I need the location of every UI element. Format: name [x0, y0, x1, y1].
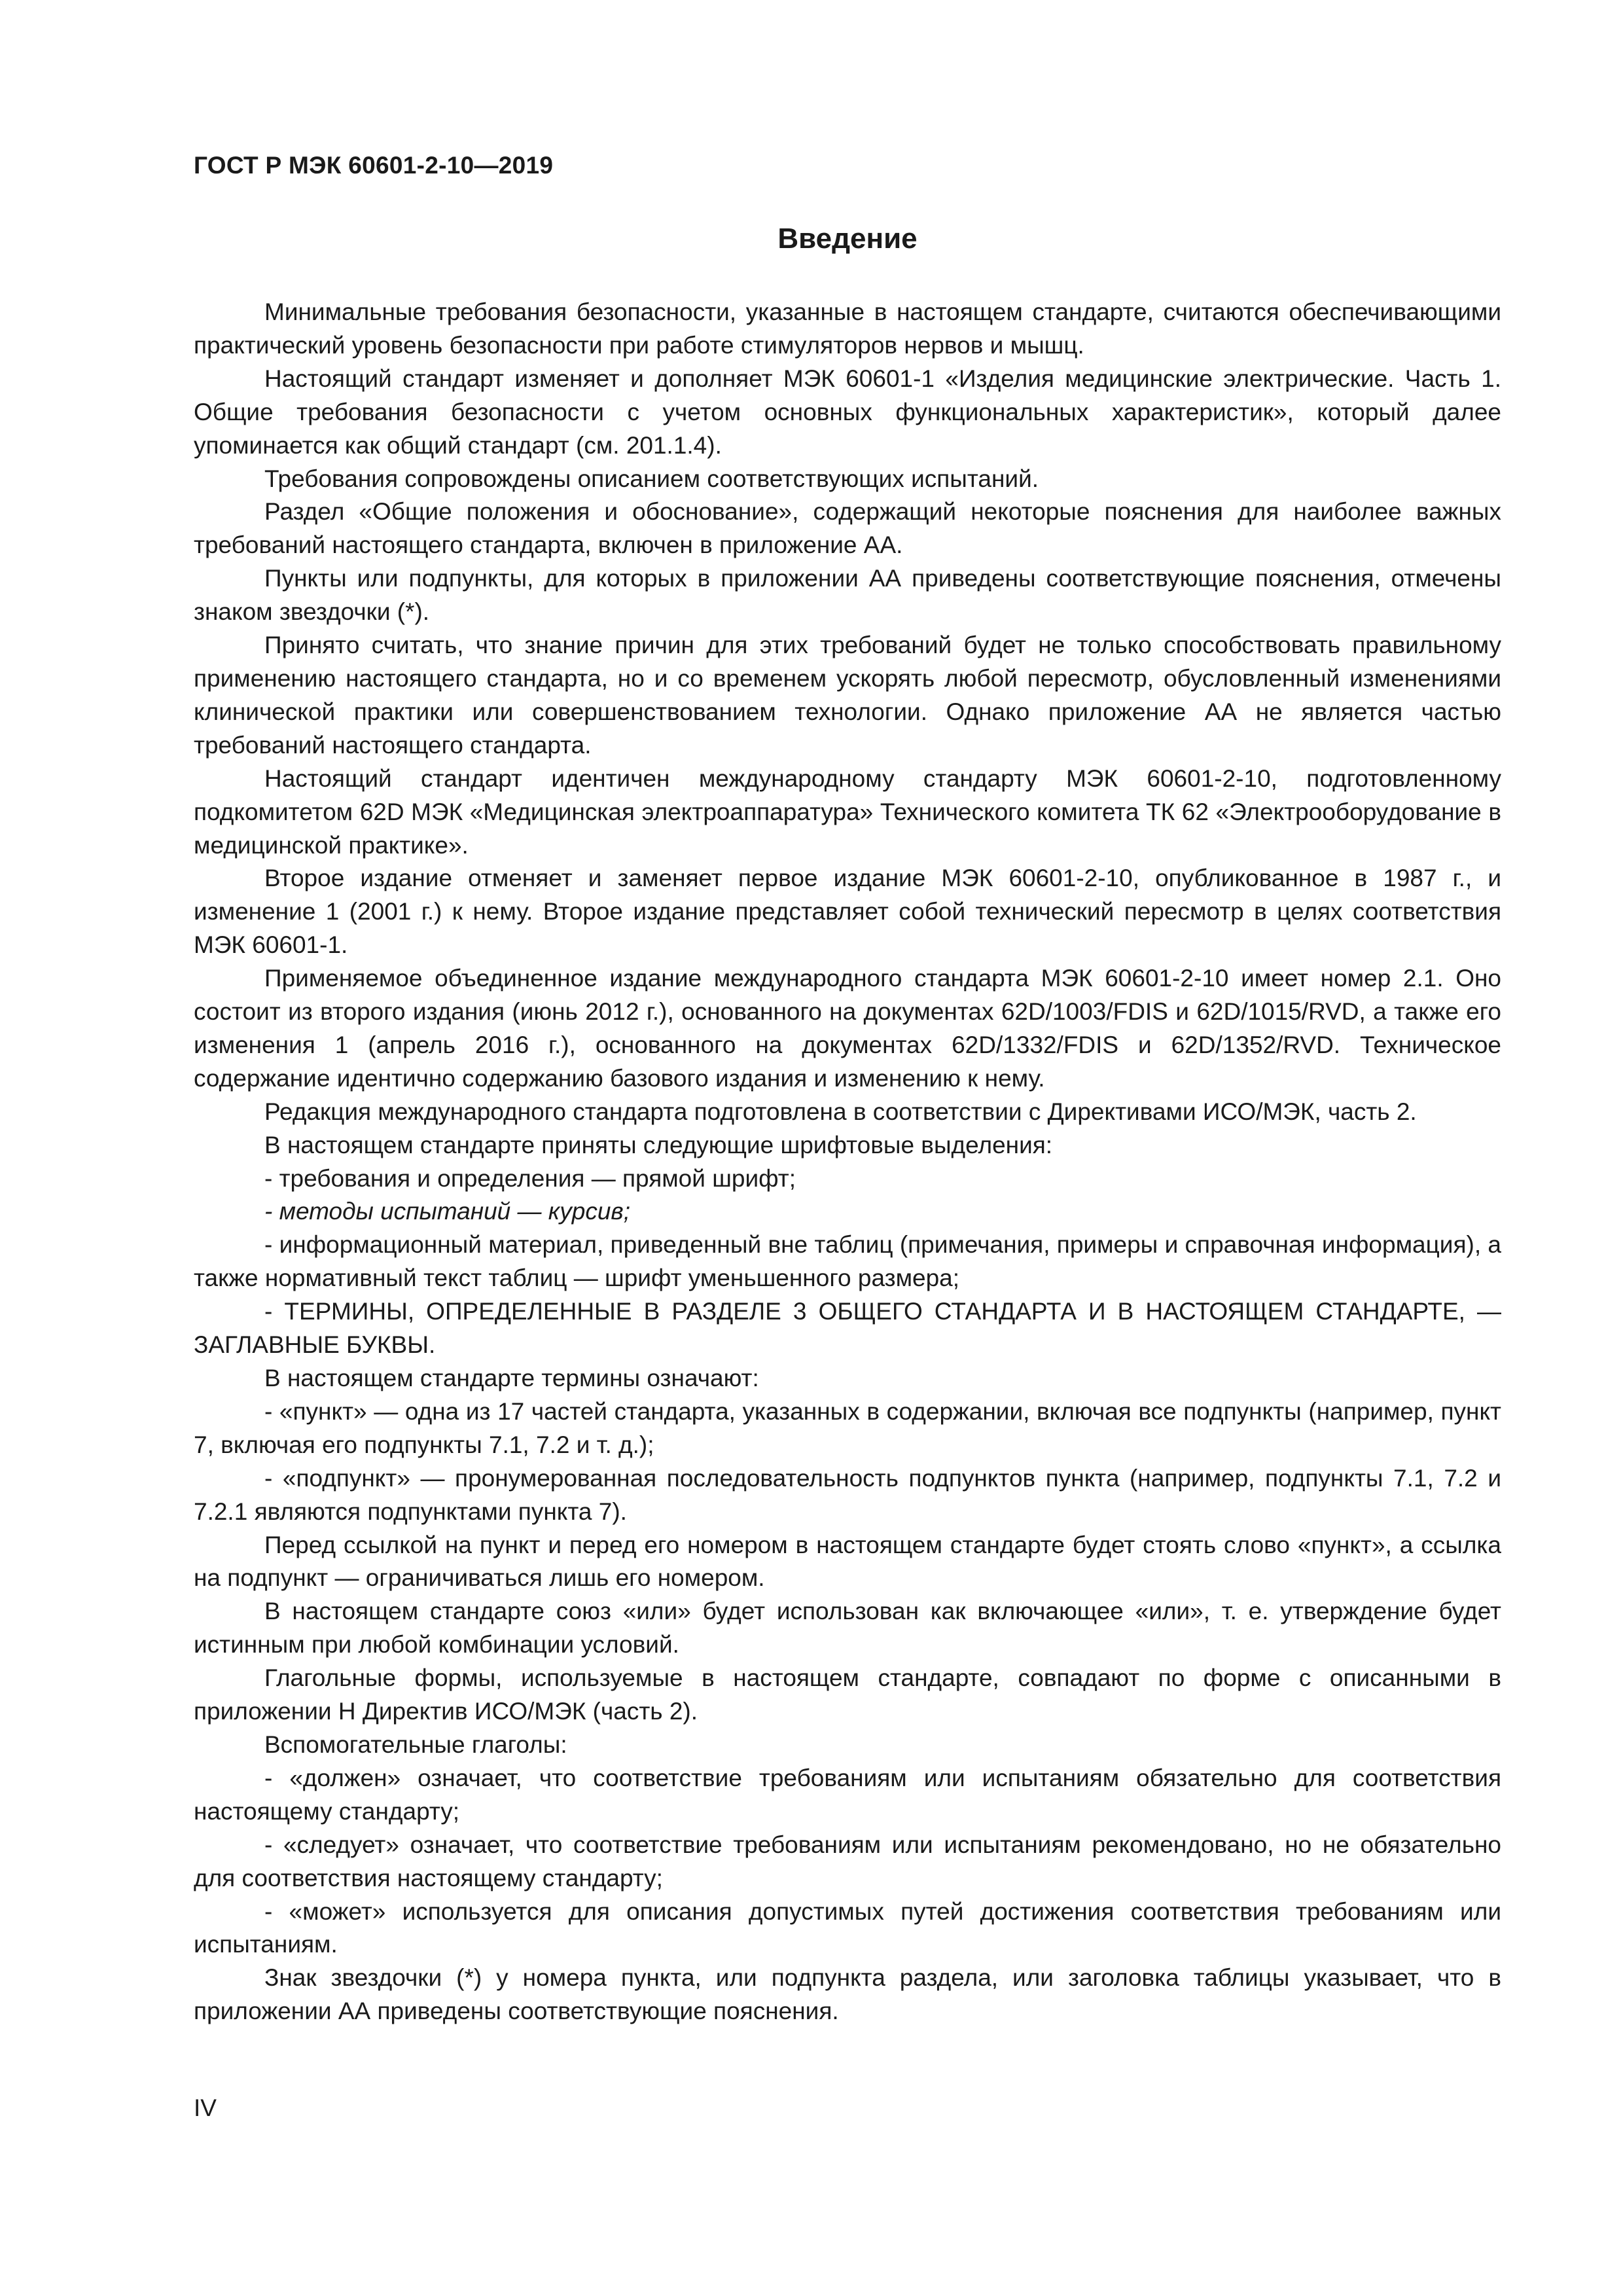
- paragraph: Пункты или подпункты, для которых в приложении АА приведены соответствующие пояснения, отмечены знаком звездочки (*).: [194, 565, 1501, 626]
- paragraph: Принято считать, что знание причин для этих требований будет не только способствовать правильному применению настоящего стандарта, но и со временем ускорять любой пересмотр, обусловленный изменениями клинической практики или совершенствованием технологии. Однако приложение АА не является частью требований настоящего стандарта.: [194, 632, 1501, 759]
- paragraph: Раздел «Общие положения и обоснование», содержащий некоторые пояснения для наиболее важных требований настоящего стандарта, включен в приложение АА.: [194, 498, 1501, 559]
- paragraph: Второе издание отменяет и заменяет первое издание МЭК 60601-2-10, опубликованное в 1987 г., и изменение 1 (2001 г.) к нему. Второе издание представляет собой технический пересмотр в целях соответствия МЭК 60601-1.: [194, 865, 1501, 959]
- paragraph: Редакция международного стандарта подготовлена в соответствии с Директивами ИСО/МЭК, часть 2.: [264, 1098, 1417, 1125]
- paragraph: Минимальные требования безопасности, указанные в настоящем стандарте, считаются обеспечивающими практический уровень безопасности при работе стимуляторов нервов и мышц.: [194, 298, 1501, 359]
- paragraph: Требования сопровождены описанием соответствующих испытаний.: [264, 465, 1039, 492]
- paragraph: В настоящем стандарте приняты следующие шрифтовые выделения:: [264, 1131, 1053, 1158]
- paragraph: - «подпункт» — пронумерованная последовательность подпунктов пункта (например, подпункты 7.1, 7.2 и 7.2.1 являются подпунктами пункта 7).: [194, 1464, 1501, 1525]
- paragraph: - информационный материал, приведенный вне таблиц (примечания, примеры и справочная информация), а также нормативный текст таблиц — шрифт уменьшенного размера;: [194, 1231, 1501, 1292]
- paragraph: - «должен» означает, что соответствие требованиям или испытаниям обязательно для соответствия настоящему стандарту;: [194, 1764, 1501, 1825]
- paragraph: Настоящий стандарт идентичен международному стандарту МЭК 60601-2-10, подготовленному подкомитетом 62D МЭК «Медицинская электроаппаратура» Технического комитета ТК 62 «Электрооборудование в медицинской практике».: [194, 764, 1501, 859]
- paragraph: В настоящем стандарте термины означают:: [264, 1365, 759, 1391]
- page-number: IV: [194, 2094, 217, 2121]
- paragraph: - методы испытаний — курсив;: [264, 1198, 631, 1225]
- paragraph: Вспомогательные глаголы:: [264, 1731, 567, 1758]
- paragraph: Знак звездочки (*) у номера пункта, или подпункта раздела, или заголовка таблицы указывает, что в приложении АА приведены соответствующие пояснения.: [194, 1964, 1501, 2025]
- paragraph: Перед ссылкой на пункт и перед его номером в настоящем стандарте будет стоять слово «пункт», а ссылка на подпункт — ограничиваться лишь его номером.: [194, 1531, 1501, 1592]
- paragraph: - требования и определения — прямой шрифт;: [264, 1164, 796, 1192]
- paragraph: - «пункт» — одна из 17 частей стандарта, указанных в содержании, включая все подпункты (например, пункт 7, включая его подпункты 7.1, 7.2 и т. д.);: [194, 1397, 1501, 1458]
- standard-id-header: ГОСТ Р МЭК 60601-2-10—2019: [194, 152, 554, 179]
- paragraph: В настоящем стандарте союз «или» будет использован как включающее «или», т. е. утверждение будет истинным при любой комбинации условий.: [194, 1598, 1501, 1659]
- paragraph: Настоящий стандарт изменяет и дополняет МЭК 60601-1 «Изделия медицинские электрические. Часть 1. Общие требования безопасности с учетом основных функциональных характеристик», который далее упоминается как общий стандарт (см. 201.1.4).: [194, 365, 1501, 459]
- section-title: Введение: [777, 223, 918, 255]
- paragraph: - «может» используется для описания допустимых путей достижения соответствия требованиям или испытаниям.: [194, 1897, 1501, 1958]
- paragraph: - «следует» означает, что соответствие требованиям или испытаниям рекомендовано, но не обязательно для соответствия настоящему стандарту;: [194, 1831, 1501, 1892]
- paragraph: - ТЕРМИНЫ, ОПРЕДЕЛЕННЫЕ В РАЗДЕЛЕ 3 ОБЩЕГО СТАНДАРТА И В НАСТОЯЩЕМ СТАНДАРТЕ, — ЗАГЛАВНЫЕ БУКВЫ.: [194, 1298, 1501, 1359]
- paragraph: Применяемое объединенное издание международного стандарта МЭК 60601-2-10 имеет номер 2.1. Оно состоит из второго издания (июнь 2012 г.), основанного на документах 62D/1003/FDIS и 62D/1015/RVD, а также его изменения 1 (апрель 2016 г.), основанного на документах 62D/1332/FDIS и 62D/1352/RVD. Техническое содержание идентично содержанию базового издания и изменению к нему.: [194, 965, 1501, 1092]
- paragraph: Глагольные формы, используемые в настоящем стандарте, совпадают по форме с описанными в приложении Н Директив ИСО/МЭК (часть 2).: [194, 1664, 1501, 1725]
- body-text: [194, 296, 1501, 2028]
